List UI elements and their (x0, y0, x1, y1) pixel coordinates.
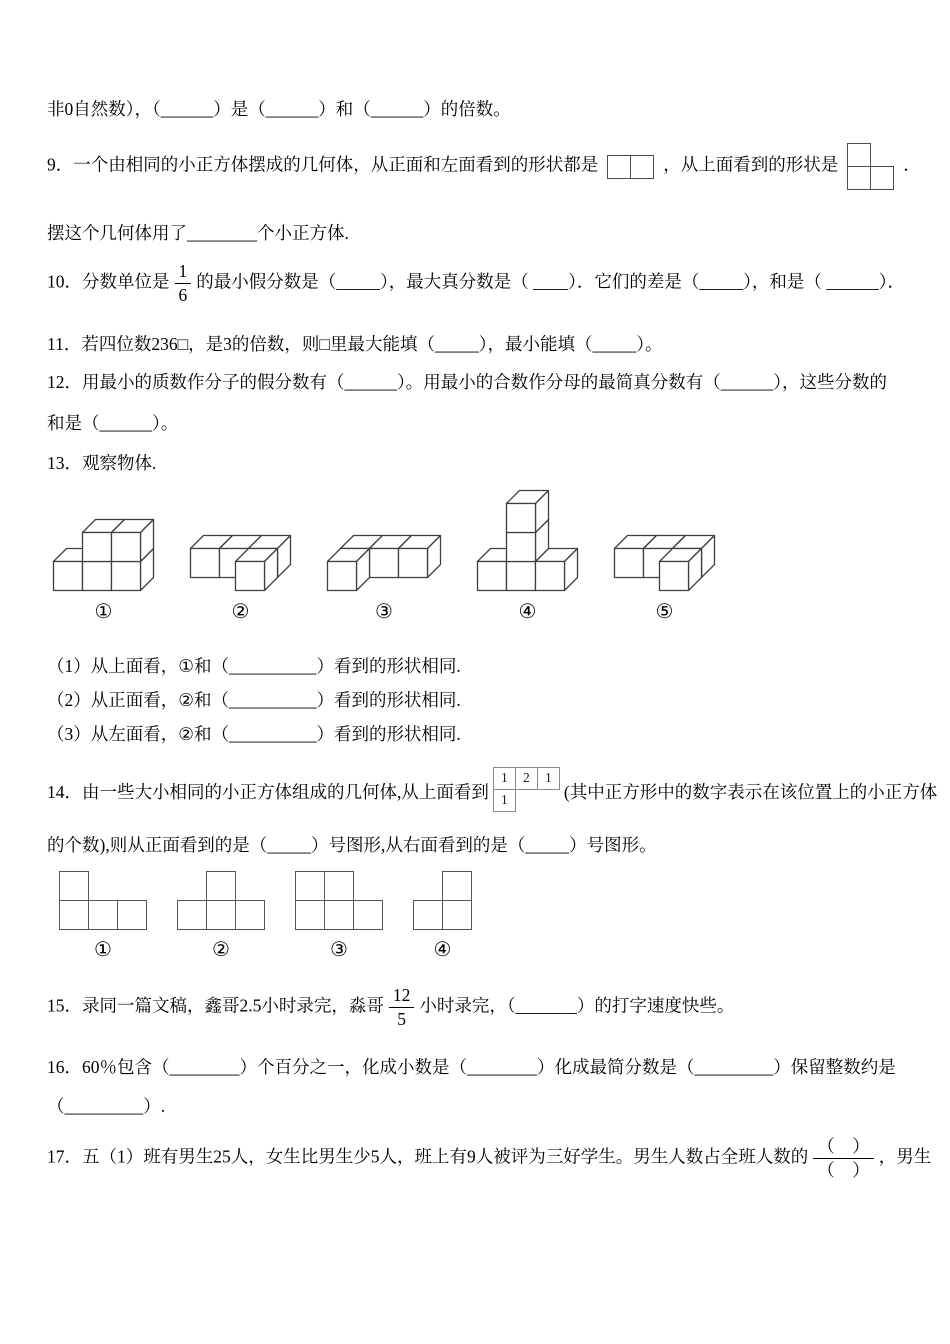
grid-cell (59, 871, 89, 901)
fraction-denominator: （ ） (817, 1160, 870, 1180)
grid-cell (630, 155, 654, 179)
projection-shape-grid (295, 871, 383, 930)
figure-label: ② (231, 601, 250, 623)
question-13-line (47, 452, 912, 475)
question-15-number: 15． (47, 995, 82, 1016)
figure-label: ④ (433, 939, 452, 961)
grid-cell (847, 143, 871, 167)
grid-cell (324, 900, 354, 930)
grid-cell (295, 900, 325, 930)
cube-figure-drawing (326, 534, 442, 592)
cube-figure-drawing (613, 534, 716, 592)
grid-cell: 2 (515, 767, 538, 790)
fraction-numerator: 12 (389, 985, 415, 1008)
question-12-number: 12． (47, 372, 82, 392)
question-16-line-2: （_________）. (47, 1096, 166, 1116)
question-9-text-2: ，从上面看到的形状是 (663, 154, 839, 175)
figure-label: ⑤ (655, 601, 674, 623)
grid-cell: 1 (493, 767, 516, 790)
question-11-text: 若四位数236□，是3的倍数，则□里最大能填（_____），最小能填（_____）。 (81, 334, 663, 354)
question-12-line-1 (47, 371, 912, 394)
grid-cell (235, 900, 265, 930)
cube-figure (476, 489, 579, 623)
question-10-line (47, 261, 912, 306)
question-17-text-2: ，男生 (878, 1146, 932, 1167)
fraction-denominator: 6 (178, 285, 188, 305)
question-11-number: 11． (47, 334, 82, 354)
cube-figure (52, 518, 155, 623)
question-13-number: 13． (47, 453, 82, 473)
projection-shape-figure (295, 871, 383, 961)
fraction-numerator: 1 (175, 261, 192, 284)
grid-cell (177, 900, 207, 930)
question-17-line (47, 1136, 932, 1181)
grid-cell (353, 900, 383, 930)
question-9-text-1: 一个由相同的小正方体摆成的几何体，从正面和左面看到的形状都是 (73, 154, 599, 175)
grid-cell (607, 155, 631, 179)
fraction-denominator: 5 (397, 1009, 406, 1029)
question-10-text-2: 的最小假分数是（_____），最大真分数是（ ____）．它们的差是（_____），和是（ ______）． (196, 271, 905, 292)
figure-label: ④ (518, 601, 537, 623)
question-14-text-1: 由一些大小相同的小正方体组成的几何体,从上面看到 (82, 782, 489, 802)
grid-cell (206, 900, 236, 930)
fraction-blank-parens (813, 1136, 874, 1181)
cube-figure (613, 534, 716, 623)
question-8-continuation-line: 非0自然数），（______）是（______）和（______）的倍数。 (47, 99, 511, 119)
cube-figure-drawing (476, 489, 579, 592)
grid-cell (442, 900, 472, 930)
question-14-line-1 (47, 767, 938, 812)
question-16-line-1 (47, 1056, 912, 1079)
grid-cell (88, 900, 118, 930)
question-15-text-2: 小时录完，（_______）的打字速度快些。 (419, 995, 735, 1016)
projection-shape-figure (59, 871, 147, 961)
figure-label: ② (212, 939, 230, 961)
question-10-number: 10． (47, 271, 82, 292)
question-15-text-1: 录同一篇文稿，鑫哥2.5小时录完，淼哥 (82, 995, 384, 1016)
fraction-twelve-fifths (389, 985, 415, 1030)
question-13-sub-1: （1）从上面看，①和（__________）看到的形状相同. (47, 656, 461, 676)
projection-shapes-row (47, 871, 912, 961)
top-view-count-grid (493, 767, 560, 812)
grid-cell (870, 166, 894, 190)
question-13-sub-2: （2）从正面看，②和（__________）看到的形状相同. (47, 690, 461, 710)
fraction-one-sixth (175, 261, 192, 306)
grid-cell (117, 900, 147, 930)
question-9-number: 9． (47, 154, 74, 175)
grid-cell (206, 871, 236, 901)
cube-figure-drawing (52, 518, 155, 592)
question-12-text-1: 用最小的质数作分子的假分数有（______）。用最小的合数作分母的最简真分数有（______），这些分数的 (82, 372, 887, 392)
front-view-shape-box (607, 155, 654, 179)
question-12-line-2: 和是（______）。 (47, 413, 179, 433)
question-11-line (47, 333, 912, 356)
figure-label: ③ (375, 601, 393, 623)
question-15-line (47, 985, 912, 1030)
question-9-text-3: ． (903, 154, 921, 175)
top-view-shape-box (847, 143, 894, 190)
projection-shape-figure (413, 871, 472, 961)
projection-shape-grid (413, 871, 472, 930)
grid-cell (442, 871, 472, 901)
question-13-title: 观察物体. (82, 453, 157, 473)
grid-cell (413, 900, 443, 930)
grid-cell (295, 871, 325, 901)
question-16-number: 16． (47, 1057, 82, 1077)
grid-cell (847, 166, 871, 190)
question-17-text-1: 五（1）班有男生25人，女生比男生少5人，班上有9人被评为三好学生。男生人数占全班人数的 (82, 1146, 809, 1167)
question-14-line-2: 的个数),则从正面看到的是（_____）号图形,从右面看到的是（_____）号图形。 (47, 835, 657, 855)
question-10-text-1: 分数单位是 (82, 271, 170, 292)
question-13-sub-3: （3）从左面看，②和（__________）看到的形状相同. (47, 724, 461, 744)
cube-figures-row (47, 489, 912, 623)
projection-shape-grid (177, 871, 265, 930)
figure-label: ① (94, 601, 113, 623)
question-17-number: 17． (47, 1146, 82, 1167)
question-14-text-2: (其中正方形中的数字表示在该位置上的小正方体 (563, 782, 938, 802)
grid-cell (324, 871, 354, 901)
fraction-numerator: （ ） (813, 1136, 874, 1159)
question-9-line-1 (47, 143, 921, 190)
grid-cell: 1 (537, 767, 560, 790)
grid-cell (59, 900, 89, 930)
figure-label: ③ (330, 939, 348, 961)
question-9-line-2: 摆这个几何体用了________个小正方体. (47, 223, 349, 243)
cube-figure-drawing (189, 534, 292, 592)
projection-shape-figure (177, 871, 265, 961)
question-13-subquestions (47, 649, 912, 751)
question-14-number: 14． (47, 782, 82, 802)
cube-figure (326, 534, 442, 623)
figure-label: ① (94, 939, 112, 961)
grid-cell: 1 (493, 789, 516, 812)
question-16-text-1: 60％包含（________）个百分之一，化成小数是（________）化成最简分数是（_________）保留整数约是 (82, 1057, 896, 1077)
projection-shape-grid (59, 871, 147, 930)
cube-figure (189, 534, 292, 623)
